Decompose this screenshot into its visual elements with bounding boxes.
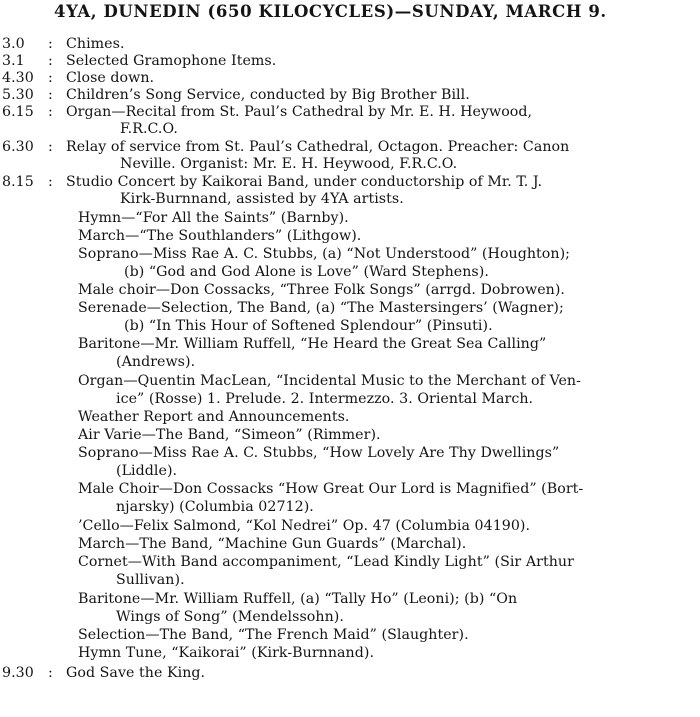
programme-item-text: Selected Gramophone Items. <box>66 53 277 69</box>
programme-line <box>0 69 700 87</box>
programme-line <box>0 626 700 644</box>
programme-line <box>0 317 700 335</box>
programme-line <box>0 35 700 53</box>
programme-line <box>0 498 700 516</box>
time-colon: : <box>48 36 53 52</box>
programme-line <box>0 299 700 317</box>
programme-line <box>0 644 700 662</box>
time-label: 5.30 <box>2 87 34 103</box>
programme-item-text: Male Choir—Don Cossacks “How Great Our Lord is Magnified” (Bort- <box>78 481 584 497</box>
programme-line <box>0 517 700 535</box>
programme-item-text: Hymn Tune, “Kaikorai” (Kirk-Burnnand). <box>78 645 375 661</box>
programme-item-text: ice” (Rosse) 1. Prelude. 2. Intermezzo. 3. Oriental March. <box>116 391 534 407</box>
programme-item-text: Chimes. <box>66 36 125 52</box>
programme-line <box>0 444 700 462</box>
programme-item-text: Children’s Song Service, conducted by Big Brother Bill. <box>66 87 470 103</box>
time-label: 3.0 <box>2 36 25 52</box>
programme-item-text: F.R.C.O. <box>120 121 178 137</box>
time-colon: : <box>48 87 53 103</box>
programme-item-text: Soprano—Miss Rae A. C. Stubbs, “How Lovely Are Thy Dwellings” <box>78 445 560 461</box>
programme-item-text: (b) “God and God Alone is Love” (Ward Stephens). <box>124 264 489 280</box>
programme-line <box>0 553 700 571</box>
programme-item-text: Organ—Recital from St. Paul’s Cathedral by Mr. E. H. Heywood, <box>66 104 533 120</box>
programme-line <box>0 462 700 480</box>
programme-item-text: ’Cello—Felix Salmond, “Kol Nedrei” Op. 47 (Columbia 04190). <box>78 518 531 534</box>
programme-item-text: Serenade—Selection, The Band, (a) “The Mastersingers’ (Wagner); <box>78 300 564 316</box>
programme-line <box>0 426 700 444</box>
programme-item-text: Cornet—With Band accompaniment, “Lead Kindly Light” (Sir Arthur <box>78 554 574 570</box>
time-label: 8.15 <box>2 174 34 190</box>
programme-line <box>0 590 700 608</box>
time-label: 9.30 <box>2 665 34 681</box>
programme-item-text: God Save the King. <box>66 665 206 681</box>
programme-item-text: Air Varie—The Band, “Simeon” (Rimmer). <box>78 427 381 443</box>
time-label: 3.1 <box>2 53 25 69</box>
programme-line <box>0 353 700 371</box>
programme-item-text: Relay of service from St. Paul’s Cathedral, Octagon. Preacher: Canon <box>66 139 570 155</box>
programme-line <box>0 227 700 245</box>
programme-item-text: Hymn—“For All the Saints” (Barnby). <box>78 210 349 226</box>
programme-item-text: Baritone—Mr. William Ruffell, (a) “Tally Ho” (Leoni); (b) “On <box>78 591 518 607</box>
programme-line <box>0 281 700 299</box>
programme-heading: 4YA, DUNEDIN (650 KILOCYCLES)—SUNDAY, MARCH 9. <box>54 2 607 21</box>
time-colon: : <box>48 53 53 69</box>
programme-line <box>0 138 700 156</box>
programme-line <box>0 408 700 426</box>
programme-item-text: Soprano—Miss Rae A. C. Stubbs, (a) “Not Understood” (Houghton); <box>78 246 570 262</box>
programme-item-text: (Liddle). <box>116 463 178 479</box>
programme-item-text: March—The Band, “Machine Gun Guards” (Marchal). <box>78 536 467 552</box>
programme-line <box>0 535 700 553</box>
programme-line <box>0 372 700 390</box>
programme-line <box>0 209 700 227</box>
time-colon: : <box>48 139 53 155</box>
programme-line <box>0 190 700 208</box>
programme-item-text: Sullivan). <box>116 572 185 588</box>
programme-item-text: Studio Concert by Kaikorai Band, under conductorship of Mr. T. J. <box>66 174 543 190</box>
time-colon: : <box>48 104 53 120</box>
programme-item-text: Organ—Quentin MacLean, “Incidental Music to the Merchant of Ven- <box>78 373 581 389</box>
programme-line <box>0 335 700 353</box>
time-label: 6.15 <box>2 104 34 120</box>
time-colon: : <box>48 70 53 86</box>
time-colon: : <box>48 174 53 190</box>
programme-line <box>0 52 700 70</box>
programme-line <box>0 390 700 408</box>
programme-item-text: (b) “In This Hour of Softened Splendour” (Pinsuti). <box>124 318 493 334</box>
programme-line <box>0 664 700 682</box>
programme-item-text: njarsky) (Columbia 02712). <box>116 499 314 515</box>
programme-line <box>0 86 700 104</box>
time-label: 6.30 <box>2 139 34 155</box>
programme-line <box>0 571 700 589</box>
programme-item-text: Weather Report and Announcements. <box>78 409 350 425</box>
programme-item-text: Neville. Organist: Mr. E. H. Heywood, F.R.C.O. <box>120 156 458 172</box>
programme-item-text: (Andrews). <box>116 354 196 370</box>
programme-line <box>0 103 700 121</box>
programme-line <box>0 480 700 498</box>
time-label: 4.30 <box>2 70 34 86</box>
programme-item-text: Baritone—Mr. William Ruffell, “He Heard the Great Sea Calling” <box>78 336 547 352</box>
programme-item-text: Close down. <box>66 70 155 86</box>
programme-item-text: Wings of Song” (Mendelssohn). <box>116 609 344 625</box>
time-colon: : <box>48 665 53 681</box>
programme-line <box>0 263 700 281</box>
programme-item-text: Male choir—Don Cossacks, “Three Folk Songs” (arrgd. Dobrowen). <box>78 282 565 298</box>
programme-item-text: Kirk-Burnnand, assisted by 4YA artists. <box>120 191 404 207</box>
programme-line <box>0 155 700 173</box>
programme-line <box>0 173 700 191</box>
programme-line <box>0 120 700 138</box>
programme-line <box>0 608 700 626</box>
programme-item-text: March—“The Southlanders” (Lithgow). <box>78 228 362 244</box>
programme-line <box>0 245 700 263</box>
programme-item-text: Selection—The Band, “The French Maid” (Slaughter). <box>78 627 469 643</box>
